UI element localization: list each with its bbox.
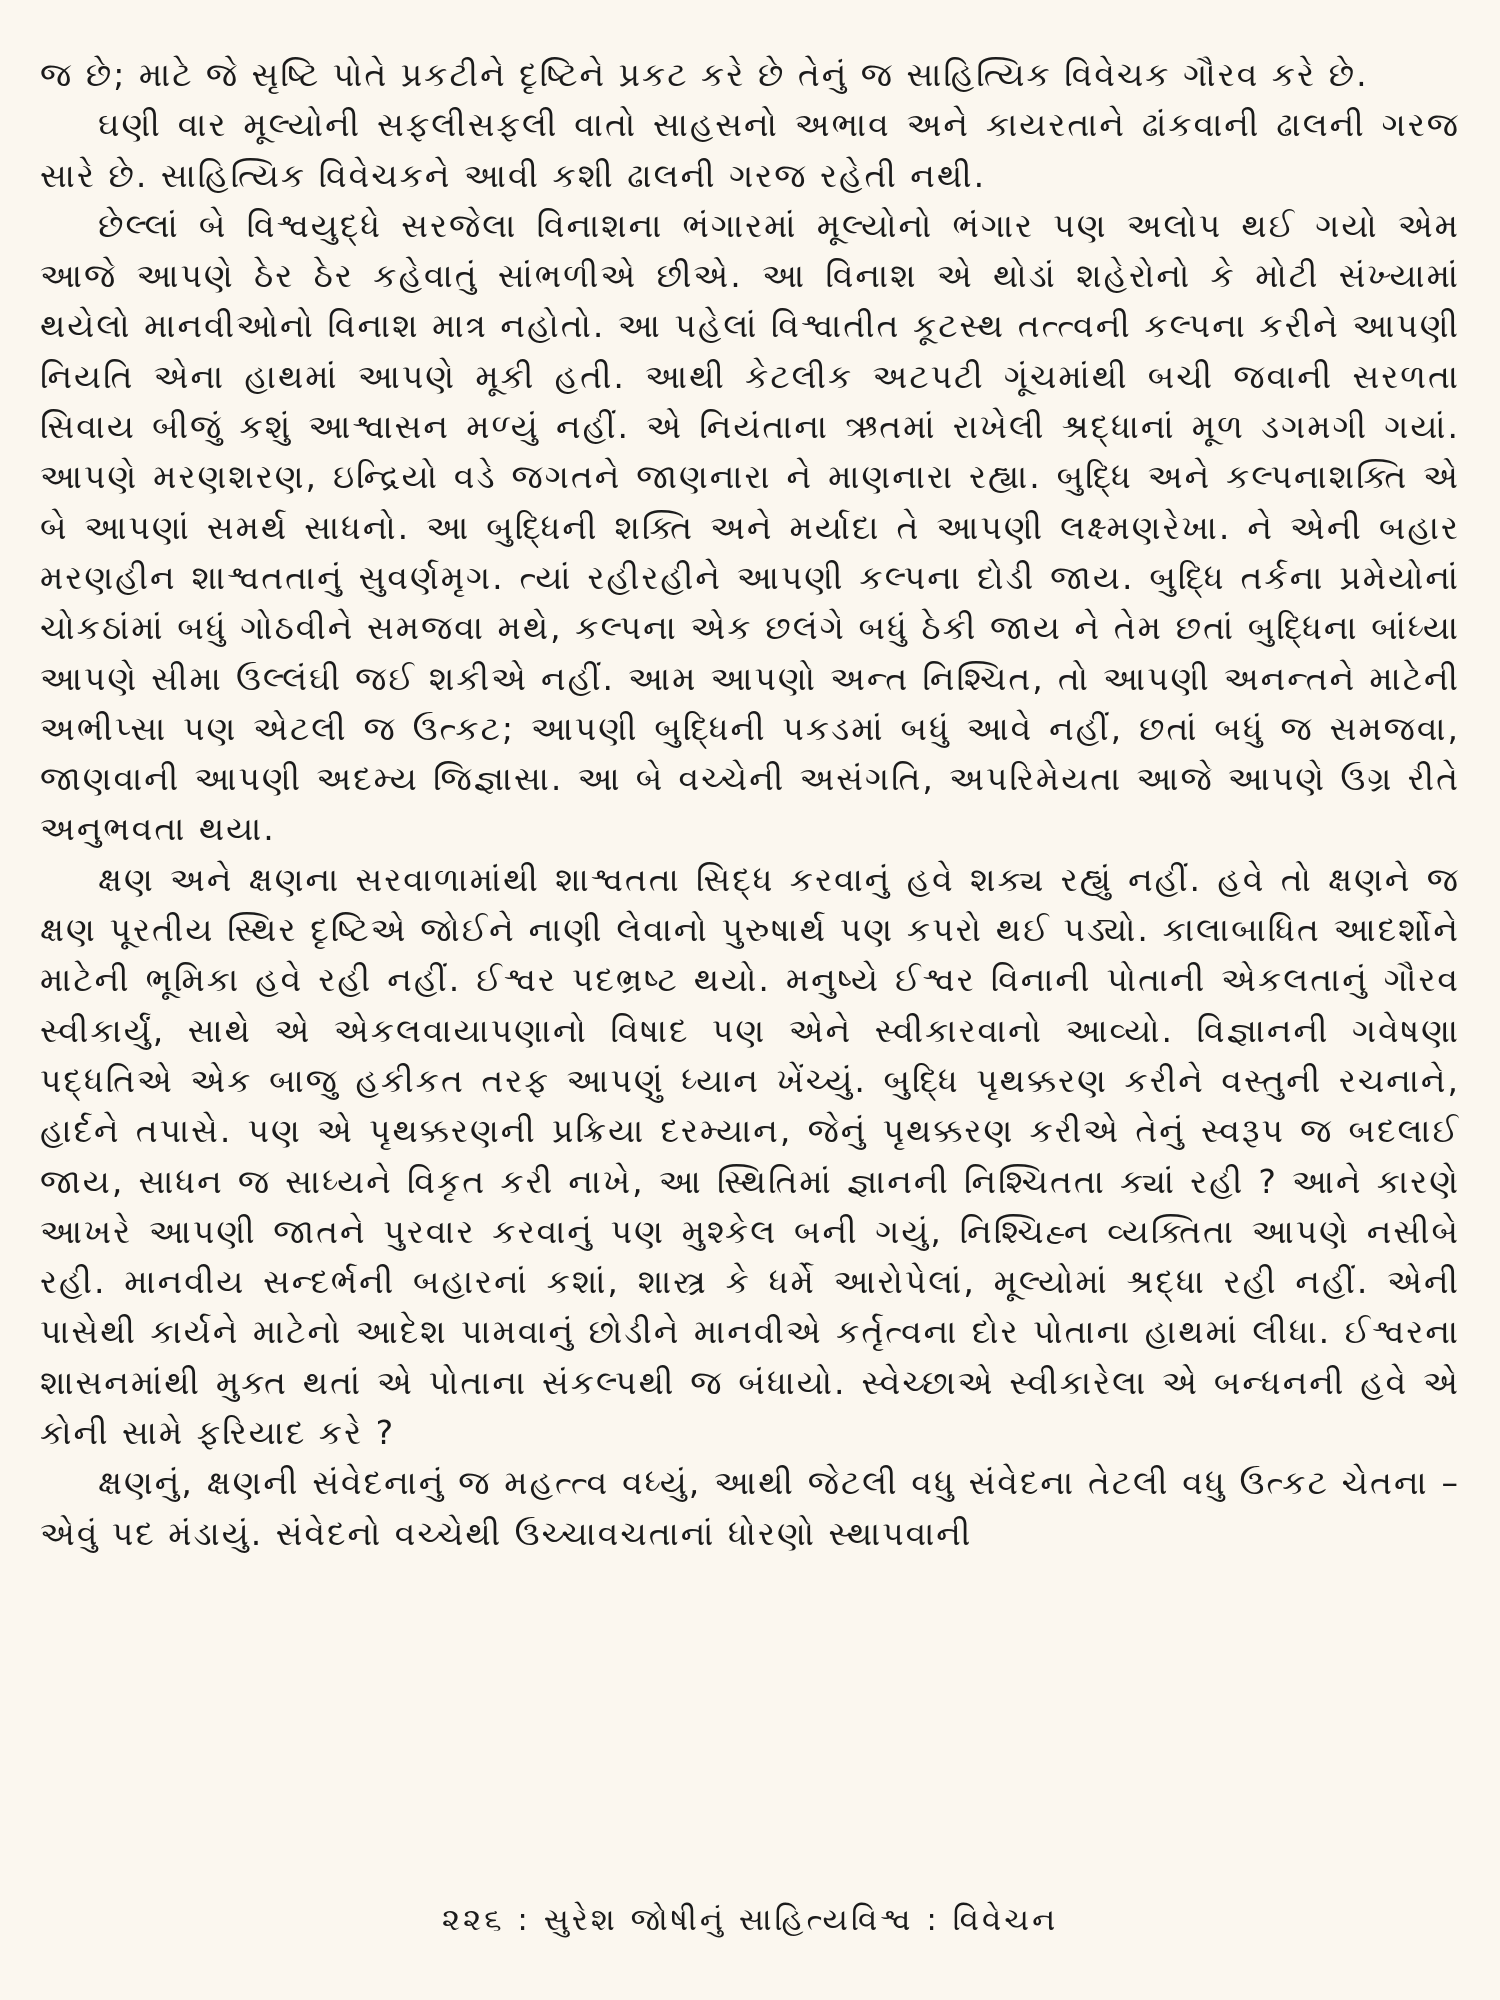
paragraph-5: ક્ષણનું, ક્ષણની સંવેદનાનું જ મહત્ત્વ વધ્યું, આથી જેટલી વધુ સંવેદના તેટલી વધુ ઉત્કટ ચેતના – એવું પદ મંડાયું. સંવેદનો વચ્ચેથી ઉચ્ચાવચતાનાં ધોરણો સ્થાપવાની <box>40 1463 1460 1553</box>
paragraph-1: જ છે; માટે જે સૃષ્ટિ પોતે પ્રકટીને દૃષ્ટિને પ્રકટ કરે છે તેનું જ સાહિત્યિક વિવેચક ગૌરવ કરે છે. <box>40 55 1369 94</box>
paragraph-2: ઘણી વાર મૂલ્યોની સફલીસફલી વાતો સાહસનો અભાવ અને કાયરતાને ઢાંકવાની ઢાલની ગરજ સારે છે. સાહિત્યિક વિવેચકને આવી કશી ઢાલની ગરજ રહેતી નથી. <box>40 105 1460 195</box>
paragraph-4: ક્ષણ અને ક્ષણના સરવાળામાંથી શાશ્વતતા સિદ્ધ કરવાનું હવે શક્ય રહ્યું નહીં. હવે તો ક્ષણને જ ક્ષણ પૂરતીય સ્થિર દૃષ્ટિએ જોઈને નાણી લેવાનો પુરુષાર્થ પણ કપરો થઈ પડ્યો. કાલાબાધિત આદર્શોને માટેની ભૂમિકા હવે રહી નહીં. ઈશ્વર પદભ્રષ્ટ થયો. મનુષ્યે ઈશ્વર વિનાની પોતાની એકલતાનું ગૌરવ સ્વીકાર્યું, સાથે એ એકલવાયાપણાનો વિષાદ પણ એને સ્વીકારવાનો આવ્યો. વિજ્ઞાનની ગવેષણા પદ્ધતિએ એક બાજુ હકીકત તરફ આપણું ધ્યાન ખેંચ્યું. બુદ્ધિ પૃથક્કરણ કરીને વસ્તુની રચનાને, હાર્દને તપાસે. પણ એ પૃથક્કરણની પ્રક્રિયા દરમ્યાન, જેનું પૃથક્કરણ કરીએ તેનું સ્વરૂપ જ બદલાઈ જાય, સાધન જ સાધ્યને વિકૃત કરી નાખે, આ સ્થિતિમાં જ્ઞાનની નિશ્ચિતતા ક્યાં રહી ? આને કારણે આખરે આપણી જાતને પુરવાર કરવાનું પણ મુશ્કેલ બની ગયું, નિશ્ચિહ્ન વ્યક્તિતા આપણે નસીબે રહી. માનવીય સન્દર્ભની બહારનાં કશાં, શાસ્ત્ર કે ધર્મે આરોપેલાં, મૂલ્યોમાં શ્રદ્ધા રહી નહીં. એની પાસેથી કાર્યને માટેનો આદેશ પામવાનું છોડીને માનવીએ કર્તૃત્વના દોર પોતાના હાથમાં લીધા. ઈશ્વરના શાસનમાંથી મુક્ત થતાં એ પોતાના સંકલ્પથી જ બંધાયો. સ્વેચ્છાએ સ્વીકારેલા એ બન્ધનની હવે એ કોની સામે ફરિયાદ કરે ? <box>40 859 1460 1453</box>
paragraph-3: છેલ્લાં બે વિશ્વયુદ્ધે સરજેલા વિનાશના ભંગારમાં મૂલ્યોનો ભંગાર પણ અલોપ થઈ ગયો એમ આજે આપણે ઠેર ઠેર કહેવાતું સાંભળીએ છીએ. આ વિનાશ એ થોડાં શહેરોનો કે મોટી સંખ્યામાં થયેલો માનવીઓનો વિનાશ માત્ર નહોતો. આ પહેલાં વિશ્વાતીત કૂટસ્થ તત્ત્વની કલ્પના કરીને આપણી નિયતિ એના હાથમાં આપણે મૂકી હતી. આથી કેટલીક અટપટી ગૂંચમાંથી બચી જવાની સરળતા સિવાય બીજું કશું આશ્વાસન મળ્યું નહીં. એ નિયંતાના ઋતમાં રાખેલી શ્રદ્ધાનાં મૂળ ડગમગી ગયાં. આપણે મરણશરણ, ઇન્દ્રિયો વડે જગતને જાણનારા ને માણનારા રહ્યા. બુદ્ધિ અને કલ્પનાશક્તિ એ બે આપણાં સમર્થ સાધનો. આ બુદ્ધિની શક્તિ અને મર્યાદા તે આપણી લક્ષ્મણરેખા. ને એની બહાર મરણહીન શાશ્વતતાનું સુવર્ણમૃગ. ત્યાં રહીરહીને આપણી કલ્પના દોડી જાય. બુદ્ધિ તર્કના પ્રમેયોનાં ચોકઠાંમાં બધું ગોઠવીને સમજવા મથે, કલ્પના એક છલંગે બધું ઠેકી જાય ને તેમ છતાં બુદ્ધિના બાંધ્યા આપણે સીમા ઉલ્લંઘી જઈ શકીએ નહીં. આમ આપણો અન્ત નિશ્ચિત, તો આપણી અનન્તને માટેની અભીપ્સા પણ એટલી જ ઉત્કટ; આપણી બુદ્ધિની પકડમાં બધું આવે નહીં, છતાં બધું જ સમજવા, જાણવાની આપણી અદમ્ય જિજ્ઞાસા. આ બે વચ્ચેની અસંગતિ, અપરિમેયતા આજે આપણે ઉગ્ર રીતે અનુભવતા થયા. <box>40 205 1460 849</box>
body-text <box>40 50 1460 1559</box>
page-footer: ૨૨૬ : સુરેશ જોષીનું સાહિત્યવિશ્વ : વિવેચન <box>441 1902 1059 1938</box>
